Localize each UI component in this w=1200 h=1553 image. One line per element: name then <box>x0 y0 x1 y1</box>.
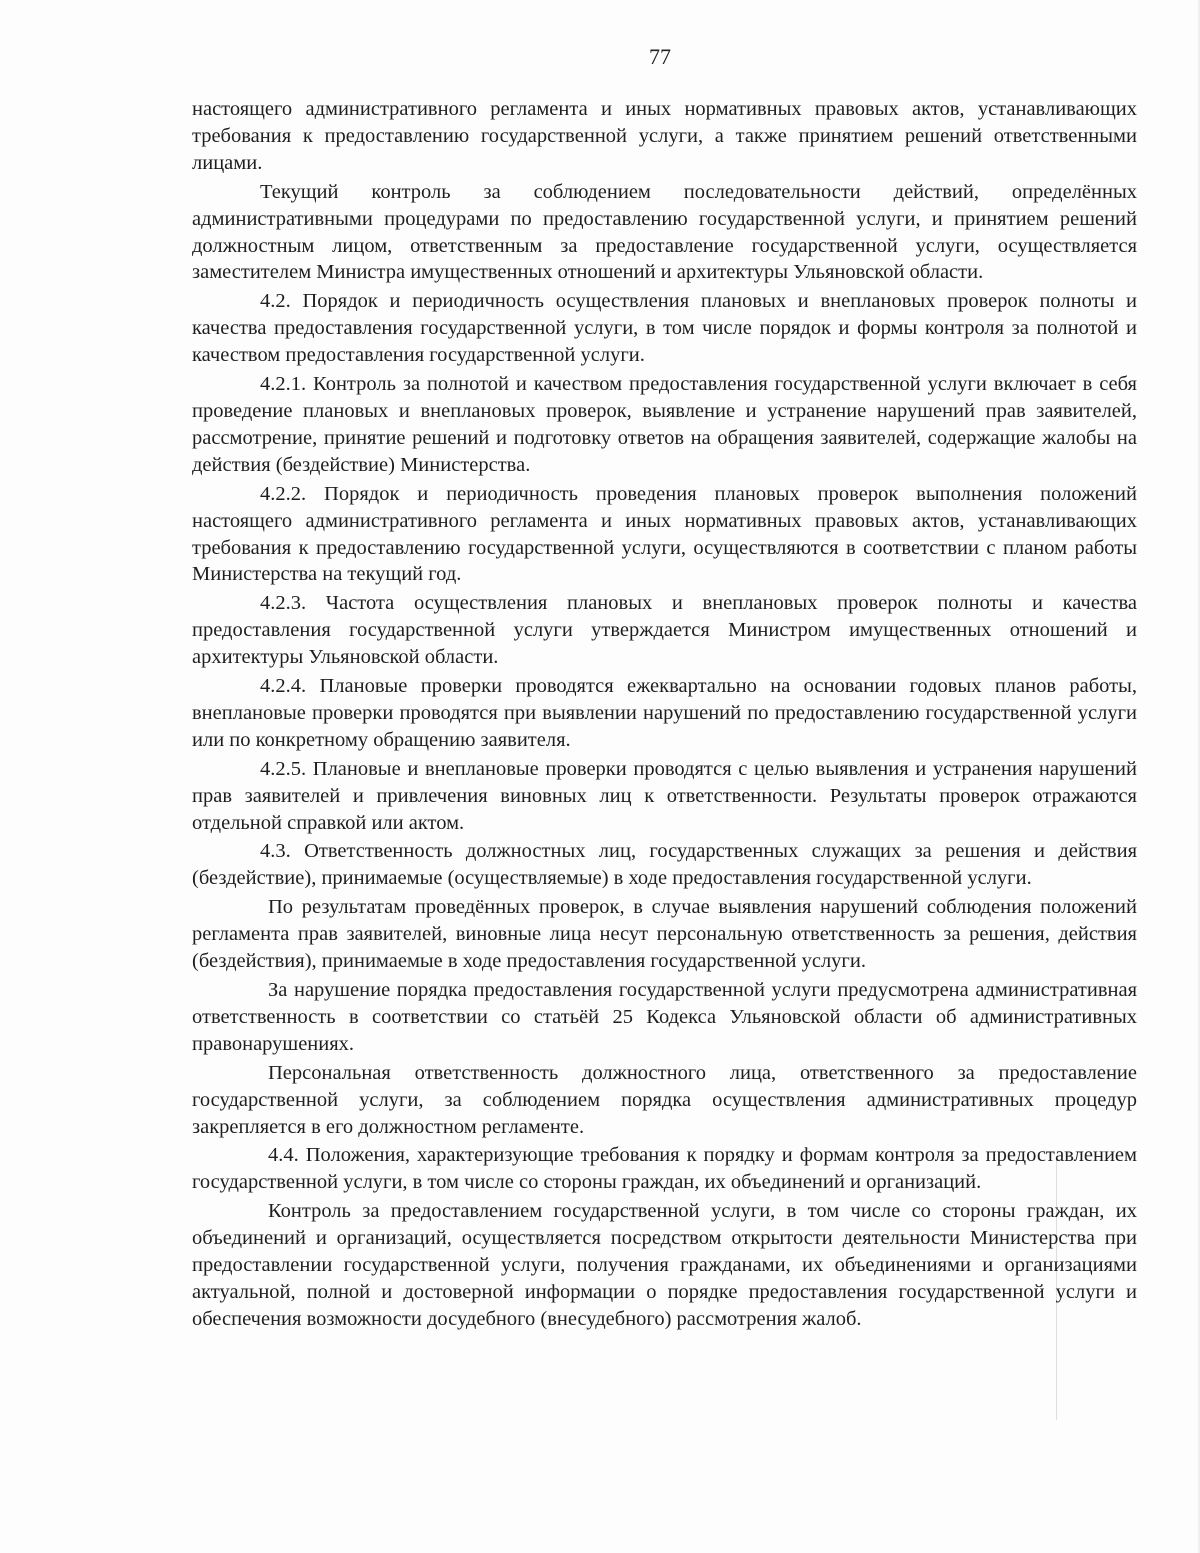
paragraph-section-4-2-1: 4.2.1. Контроль за полнотой и качеством предоставления государственной услуги включает в себя проведение плановых и внеплановых проверок, выявление и устранение нарушений прав заявителей, рассмотрение, принятие решений и подготовку ответов на обращения заявителей, содержащие жалобы на действия (бездействие) Министерства. <box>192 373 1137 476</box>
paragraph: Текущий контроль за соблюдением последовательности действий, определённых административными процедурами по предоставлению государственной услуги, и принятием решений должностным лицом, ответственным за предоставление государственной услуги, осуществляется заместителем Министра имущественных отношений и архитектуры Ульяновской области. <box>192 180 1137 284</box>
paragraph: За нарушение порядка предоставления государственной услуги предусмотрена административная ответственность в соответствии со статьёй 25 Кодекса Ульяновской области об административных правонарушениях. <box>192 979 1137 1055</box>
paragraph-section-4-3: 4.3. Ответственность должностных лиц, государственных служащих за решения и действия (бездействие), принимаемые (осуществляемые) в ходе предоставления государственной услуги. <box>192 840 1137 890</box>
paragraph: Персональная ответственность должностного лица, ответственного за предоставление государственной услуги, за соблюдением порядка осуществления административных процедур закрепляется в его должностном регламенте. <box>192 1061 1137 1138</box>
paragraph-section-4-2: 4.2. Порядок и периодичность осуществления плановых и внеплановых проверок полноты и качества предоставления государственной услуги, в том числе порядок и формы контроля за полнотой и качеством предоставления государственной услуги. <box>192 290 1137 367</box>
paragraph-section-4-2-3: 4.2.3. Частота осуществления плановых и внеплановых проверок полноты и качества предоставления государственной услуги утверждается Министром имущественных отношений и архитектуры Ульяновской области. <box>192 592 1137 669</box>
paragraph-section-4-2-4: 4.2.4. Плановые проверки проводятся ежеквартально на основании годовых планов работы, внеплановые проверки проводятся при выявлении нарушений по предоставлению государственной услуги или по конкретному обращению заявителя. <box>192 675 1137 751</box>
page-number: 77 <box>649 44 671 69</box>
paragraph-section-4-4: 4.4. Положения, характеризующие требования к порядку и формам контроля за предоставлением государственной услуги, в том числе со стороны граждан, их объединений и организаций. <box>192 1144 1137 1194</box>
paragraph: Контроль за предоставлением государственной услуги, в том числе со стороны граждан, их объединений и организаций, осуществляется посредством открытости деятельности Министерства при предоставлении государственной услуги, получения гражданами, их объединениями и организациями актуальной, полной и достоверной информации о порядке предоставления государственной услуги и обеспечения возможности досудебного (внесудебного) рассмотрения жалоб. <box>192 1200 1137 1330</box>
scan-artifact-line <box>1056 1160 1057 1420</box>
paragraph-section-4-2-5: 4.2.5. Плановые и внеплановые проверки проводятся с целью выявления и устранения нарушений прав заявителей и привлечения виновных лиц к ответственности. Результаты проверок отражаются отдельной справкой или актом. <box>192 757 1137 834</box>
paragraph: По результатам проведённых проверок, в случае выявления нарушений соблюдения положений регламента прав заявителей, виновные лица несут персональную ответственность за решения, действия (бездействия), принимаемые в ходе предоставления государственной услуги. <box>192 896 1137 973</box>
paragraph-continuation: настоящего административного регламента и иных нормативных правовых актов, устанавливающих требования к предоставлению государственной услуги, а также принятием решений ответственными лицами. <box>192 98 1137 174</box>
document-body <box>192 96 1137 1335</box>
paragraph-section-4-2-2: 4.2.2. Порядок и периодичность проведения плановых проверок выполнения положений настоящего административного регламента и иных нормативных правовых актов, устанавливающих требования к предоставлению государственной услуги, осуществляются в соответствии с планом работы Министерства на текущий год. <box>192 482 1137 586</box>
